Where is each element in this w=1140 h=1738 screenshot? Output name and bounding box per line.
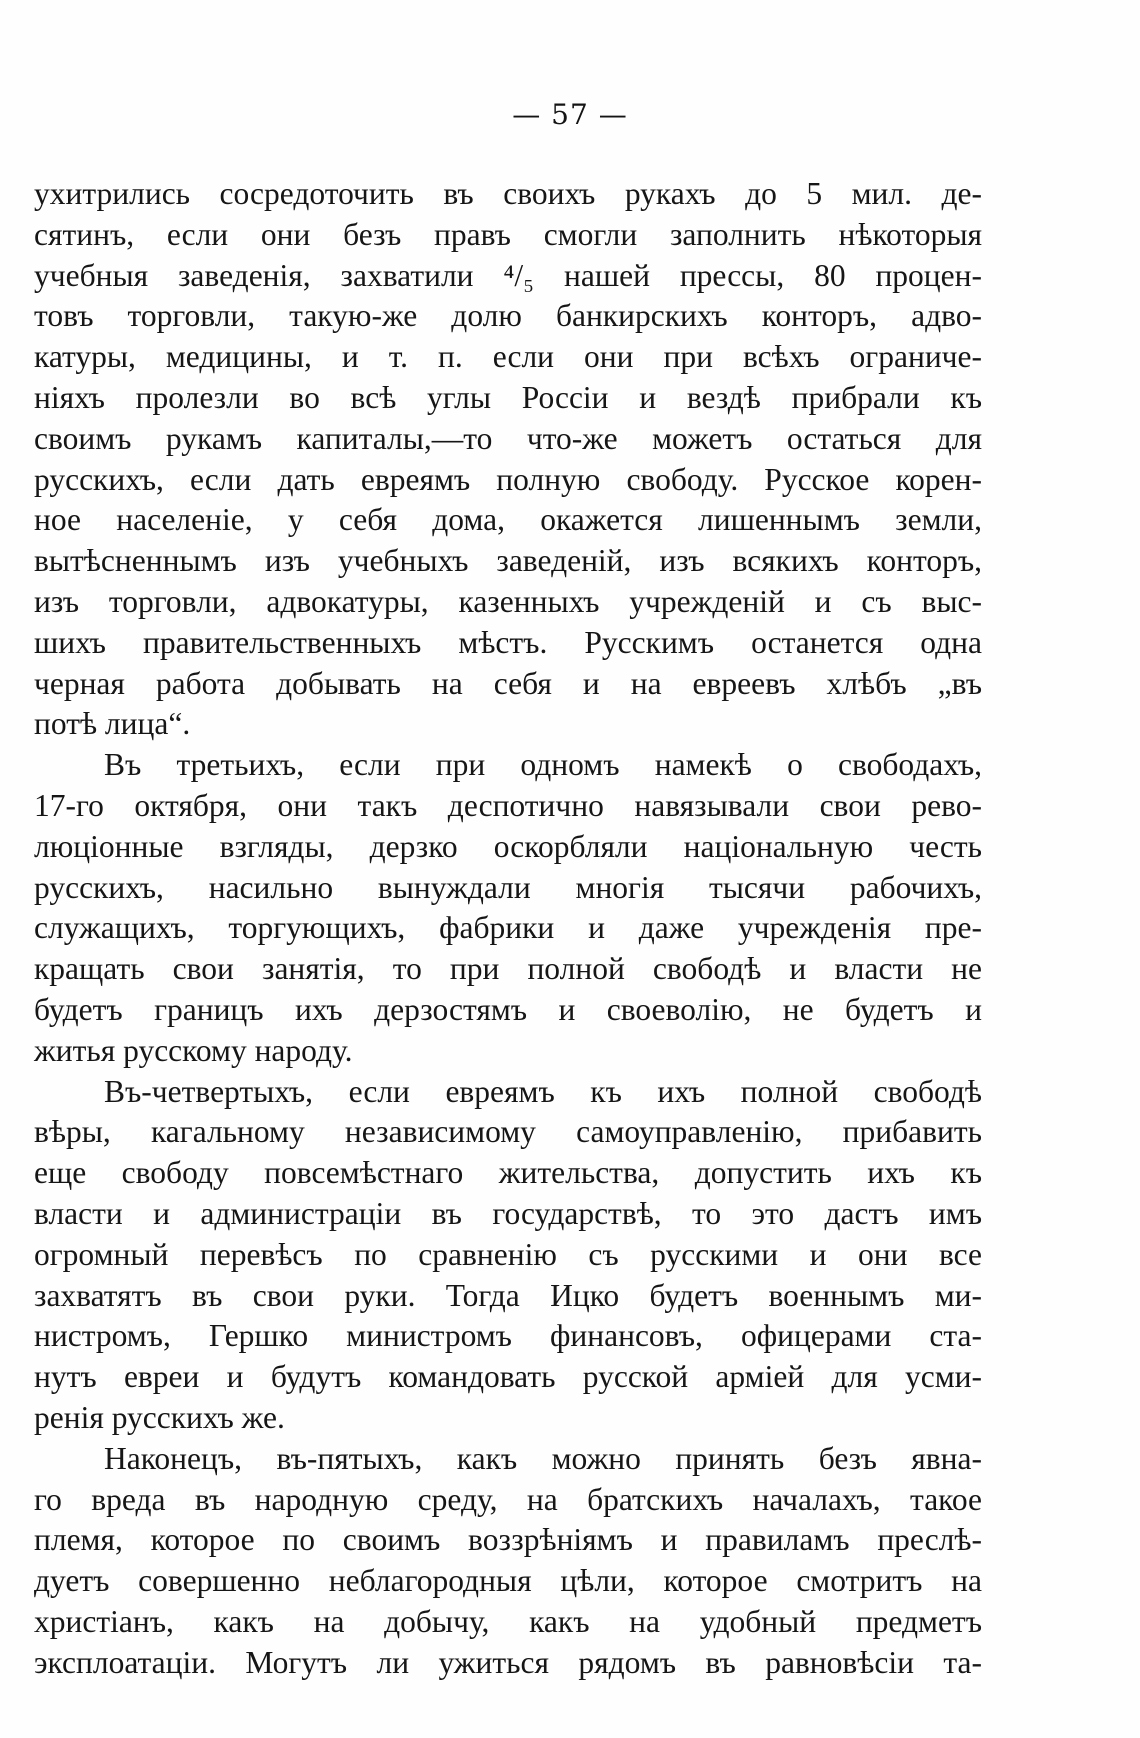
paragraph-4: [34, 1439, 982, 1684]
text-line: будетъ границъ ихъ дерзостямъ и своеволію, не будетъ и: [34, 991, 982, 1027]
text-line: русскихъ, если дать евреямъ полную свободу. Русское корен-: [34, 461, 982, 497]
paragraph-2: [34, 745, 982, 1071]
text-line: племя, которое по своимъ воззрѣніямъ и правиламъ преслѣ-: [34, 1522, 982, 1558]
text-line: Въ третьихъ, если при одномъ намекѣ о свободахъ,: [104, 747, 982, 783]
text-line: ренія русскихъ же.: [34, 1399, 285, 1435]
paragraph-3: [34, 1072, 982, 1439]
text-line: кращать свои занятія, то при полной свободѣ и власти не: [34, 951, 982, 987]
body-text: [34, 174, 982, 1683]
text-line: люціонные взгляды, дерзко оскорбляли національную честь: [34, 828, 982, 864]
text-line: эксплоатаціи. Могутъ ли ужиться рядомъ въ равновѣсіи та-: [34, 1644, 982, 1680]
text-line: черная работа добывать на себя и на евреевъ хлѣбъ „въ: [34, 665, 982, 701]
text-line: еще свободу повсемѣстнаго жительства, допустить ихъ къ: [34, 1155, 982, 1191]
text-line: дуетъ совершенно неблагородныя цѣли, которое смотритъ на: [34, 1563, 982, 1599]
text-line: вытѣсненнымъ изъ учебныхъ заведеній, изъ всякихъ конторъ,: [34, 543, 982, 579]
text-line: ніяхъ пролезли во всѣ углы Россіи и вездѣ прибрали къ: [34, 379, 982, 415]
text-line: ухитрились сосредоточить въ своихъ рукахъ до 5 мил. де-: [34, 176, 982, 211]
text-line: ное населеніе, у себя дома, окажется лишеннымъ земли,: [34, 502, 982, 538]
text-line: христіанъ, какъ на добычу, какъ на удобный предметъ: [34, 1603, 982, 1639]
text-line: катуры, медицины, и т. п. если они при всѣхъ ограниче-: [34, 339, 982, 375]
text-line: Въ-четвертыхъ, если евреямъ къ ихъ полной свободѣ: [104, 1073, 982, 1109]
text-line: го вреда въ народную среду, на братскихъ началахъ, такое: [34, 1481, 982, 1517]
text-line: сятинъ, если они безъ правъ смогли заполнить нѣкоторыя: [34, 216, 982, 252]
text-line: захватятъ въ свои руки. Тогда Ицко будетъ военнымъ ми-: [34, 1277, 982, 1313]
paragraph-1: [34, 174, 982, 745]
text-line: русскихъ, насильно вынуждали многія тысячи рабочихъ,: [34, 869, 982, 905]
text-line: власти и администраціи въ государствѣ, то это дастъ имъ: [34, 1195, 982, 1231]
text-line: товъ торговли, такую-же долю банкирскихъ конторъ, адво-: [34, 298, 982, 334]
text-line: нутъ евреи и будутъ командовать русской арміей для усми-: [34, 1359, 982, 1395]
text-line: житья русскому народу.: [34, 1032, 353, 1068]
page-number: — 57 —: [512, 98, 628, 131]
text-line: своимъ рукамъ капиталы,—то что-же можетъ остаться для: [34, 420, 982, 456]
text-line: Наконецъ, въ-пятыхъ, какъ можно принять безъ явна-: [104, 1440, 982, 1476]
text-line: изъ торговли, адвокатуры, казенныхъ учрежденій и съ выс-: [34, 583, 982, 619]
text-line: вѣры, кагальному независимому самоуправленію, прибавить: [34, 1114, 982, 1150]
text-line: учебныя заведенія, захватили ⁴/₅ нашей прессы, 80 процен-: [34, 257, 982, 293]
text-line: огромный перевѣсъ по сравненію съ русскими и они все: [34, 1236, 982, 1272]
text-line: служащихъ, торгующихъ, фабрики и даже учрежденія пре-: [34, 910, 982, 946]
text-line: нистромъ, Гершко министромъ финансовъ, офицерами ста-: [34, 1318, 982, 1354]
text-line: шихъ правительственныхъ мѣстъ. Русскимъ останется одна: [34, 624, 982, 660]
text-line: 17-го октября, они такъ деспотично навязывали свои рево-: [34, 787, 982, 823]
text-line: потѣ лица“.: [34, 706, 191, 742]
